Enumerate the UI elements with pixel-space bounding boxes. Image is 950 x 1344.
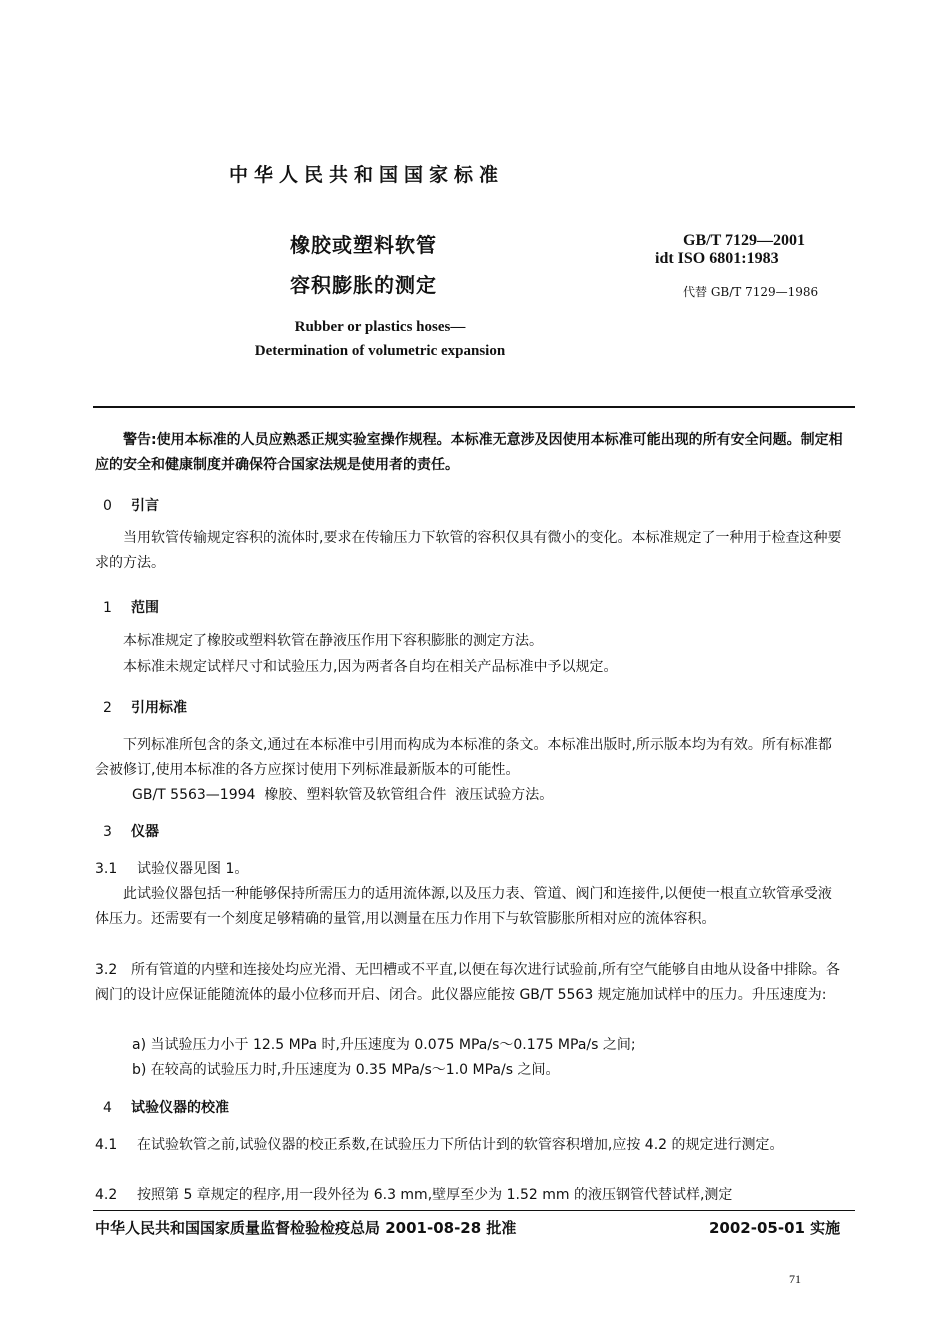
section-title: 引用标准 xyxy=(131,700,187,716)
section-1-paragraph-2: 本标准未规定试样尺寸和试验压力,因为两者各自均在相关产品标准中予以规定。 xyxy=(123,659,618,675)
section-num: 2 xyxy=(103,700,112,716)
clause-num: 4.2 xyxy=(95,1187,118,1203)
section-1-heading xyxy=(103,597,159,617)
section-3-heading xyxy=(103,821,159,841)
section-1-paragraph-1: 本标准规定了橡胶或塑料软管在静液压作用下容积膨胀的测定方法。 xyxy=(123,633,543,649)
clause-text: 在试验软管之前,试验仪器的校正系数,在试验压力下所估计到的软管容积增加,应按 4.2 的规定进行测定。 xyxy=(137,1137,784,1153)
idt-number: idt ISO 6801:1983 xyxy=(655,250,779,267)
reference-standard: GB/T 5563—1994 橡胶、塑料软管及软管组合件 液压试验方法。 xyxy=(132,787,554,803)
replaces-standard: 代替 GB/T 7129—1986 xyxy=(683,285,819,299)
clause-3-1-paragraph: 此试验仪器包括一种能够保持所需压力的适用流体源,以及压力表、管道、阀门和连接件,以便使一根直立软管承受液体压力。还需要有一个刻度足够精确的量管,用以测量在压力作用下与软管膨胀所相对应的流体容积。 xyxy=(95,886,832,927)
section-title: 范围 xyxy=(131,600,159,616)
title-en-line1: Rubber or plastics hoses— xyxy=(294,319,466,335)
section-title: 引言 xyxy=(131,498,159,514)
section-0-heading xyxy=(103,495,159,515)
list-item-a: a) 当试验压力小于 12.5 MPa 时,升压速度为 0.075 MPa/s～0.175 MPa/s 之间; xyxy=(132,1037,636,1053)
approval-line: 中华人民共和国国家质量监督检验检疫总局 2001-08-28 批准 xyxy=(95,1219,517,1237)
section-title: 仪器 xyxy=(131,824,159,840)
title-en-line2: Determination of volumetric expansion xyxy=(254,343,506,359)
section-0-paragraph: 当用软管传输规定容积的流体时,要求在传输压力下软管的容积仅具有微小的变化。本标准规定了一种用于检查这种要求的方法。 xyxy=(95,530,842,571)
standard-number: GB/T 7129—2001 xyxy=(683,232,805,249)
standard-category-title: 中华人民共和国国家标准 xyxy=(229,164,505,186)
section-title: 试验仪器的校准 xyxy=(131,1100,229,1116)
clause-num: 3.1 xyxy=(95,861,118,877)
implementation-date: 2002-05-01 实施 xyxy=(709,1219,841,1237)
title-cn-line1: 橡胶或塑料软管 xyxy=(290,233,437,257)
clause-text: 所有管道的内壁和连接处均应光滑、无凹槽或不平直,以便在每次进行试验前,所有空气能够自由地从设备中排除。各阀门的设计应保证能随流体的最小位移而开启、闭合。此仪器应能按 GB/T 5563 规定施加试样中的压力。升压速度为: xyxy=(95,962,840,1003)
list-item-b: b) 在较高的试验压力时,升压速度为 0.35 MPa/s～1.0 MPa/s 之间。 xyxy=(132,1062,560,1078)
section-num: 0 xyxy=(103,498,112,514)
section-num: 3 xyxy=(103,824,112,840)
section-2-paragraph: 下列标准所包含的条文,通过在本标准中引用而构成为本标准的条文。本标准出版时,所示版本均为有效。所有标准都会被修订,使用本标准的各方应探讨使用下列标准最新版本的可能性。 xyxy=(95,737,832,778)
section-2-heading xyxy=(103,697,187,717)
clause-3-1 xyxy=(95,857,248,882)
clause-3-2 xyxy=(95,958,845,1008)
section-num: 1 xyxy=(103,600,112,616)
clause-4-2 xyxy=(95,1183,845,1208)
clause-num: 4.1 xyxy=(95,1137,118,1153)
clause-text: 试验仪器见图 1。 xyxy=(137,861,249,877)
footer-divider xyxy=(93,1210,855,1211)
clause-4-1 xyxy=(95,1133,845,1158)
page-number: 71 xyxy=(789,1272,801,1286)
warning-paragraph: 警告:使用本标准的人员应熟悉正规实验室操作规程。本标准无意涉及因使用本标准可能出现的所有安全问题。制定相应的安全和健康制度并确保符合国家法规是使用者的责任。 xyxy=(95,432,843,473)
clause-text: 按照第 5 章规定的程序,用一段外径为 6.3 mm,壁厚至少为 1.52 mm 的液压钢管代替试样,测定 xyxy=(137,1187,733,1203)
title-cn-line2: 容积膨胀的测定 xyxy=(290,273,437,297)
section-num: 4 xyxy=(103,1100,112,1116)
header-divider xyxy=(93,406,855,408)
clause-num: 3.2 xyxy=(95,962,118,978)
section-4-heading xyxy=(103,1097,229,1117)
